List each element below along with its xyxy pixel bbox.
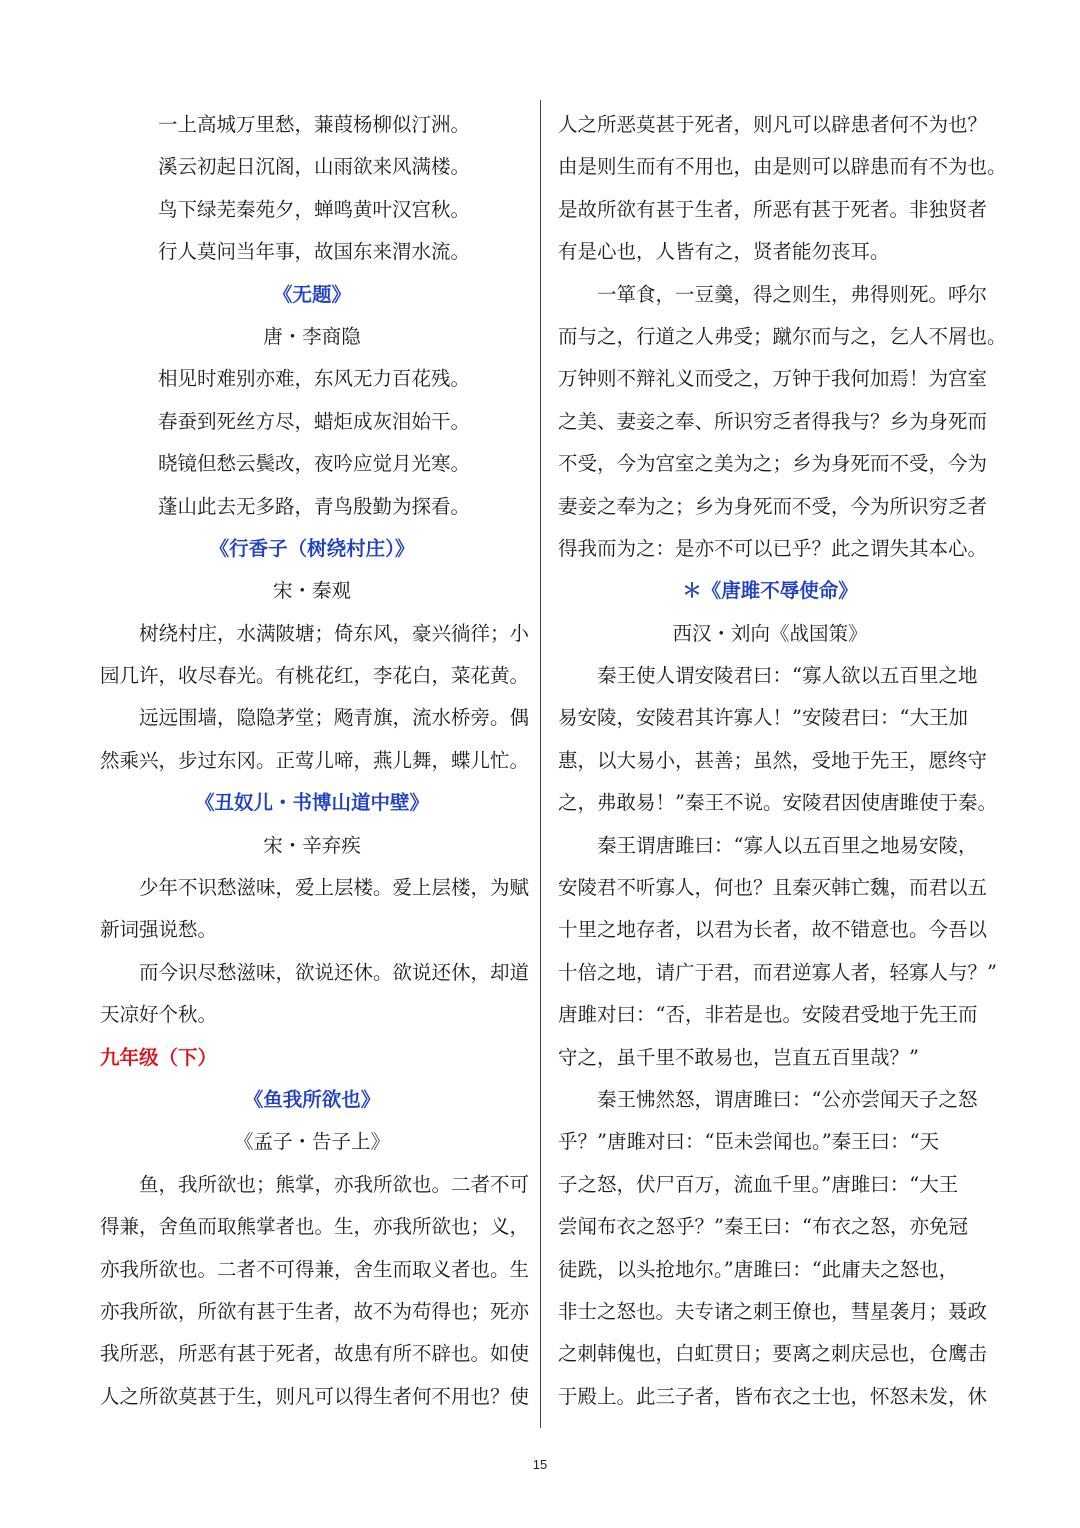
text-line: 秦王怫然怒，谓唐雎曰：“公亦尝闻天子之怒 <box>597 1087 978 1111</box>
essay-line: 得兼，舍鱼而取熊掌者也。生，亦我所欲也；义， <box>100 1215 530 1239</box>
text-title: ＊《唐雎不辱使命》 <box>682 579 858 603</box>
essay-line: 得我而为之：是亦不可以已乎？此之谓失其本心。 <box>558 536 988 560</box>
grade-heading: 九年级（下） <box>100 1045 218 1069</box>
poem-line: 春蚕到死丝方尽，蜡炬成灰泪始干。 <box>158 409 471 433</box>
text-line: 尝闻布衣之怒乎？”秦王曰：“布衣之怒，亦免冠 <box>558 1215 968 1239</box>
poem-line: 行人莫问当年事，故国东来渭水流。 <box>158 240 471 264</box>
essay-line: 万钟则不辩礼义而受之，万钟于我何加焉！为宫室 <box>558 367 988 391</box>
poem-title: 《无题》 <box>272 282 351 306</box>
text-source: 西汉・刘向《战国策》 <box>672 621 868 645</box>
poem-line: 而今识尽愁滋味，欲说还休。欲说还休，却道 <box>139 960 530 984</box>
text-line: 惠，以大易小，甚善；虽然，受地于先王，愿终守 <box>558 748 988 772</box>
left-column <box>100 104 530 1418</box>
text-line: 唐雎对曰：“否，非若是也。安陵君受地于先王而 <box>558 1003 978 1027</box>
poem-title: 《行香子（树绕村庄）》 <box>209 536 415 560</box>
poem-line: 天凉好个秋。 <box>100 1003 218 1027</box>
poem-line: 新词强说愁。 <box>100 918 218 942</box>
text-line: 易安陵，安陵君其许寡人！”安陵君曰：“大王加 <box>558 706 968 730</box>
essay-line: 一箪食，一豆羹，得之则生，弗得则死。呼尔 <box>597 282 988 306</box>
essay-line: 是故所欲有甚于生者，所恶有甚于死者。非独贤者 <box>558 197 988 221</box>
essay-source: 《孟子・告子上》 <box>233 1130 390 1154</box>
essay-line: 由是则生而有不用也，由是则可以辟患而有不为也。 <box>558 155 1007 179</box>
text-line: 十里之地存者，以君为长者，故不错意也。今吾以 <box>558 918 988 942</box>
text-line: 守之，虽千里不敢易也，岂直五百里哉？” <box>558 1045 919 1069</box>
poem-line: 远远围墙，隐隐茅堂；飏青旗，流水桥旁。偶 <box>139 706 530 730</box>
text-line: 非士之怒也。夫专诸之刺王僚也，彗星袭月；聂政 <box>558 1299 988 1323</box>
poem-author: 宋・秦观 <box>272 579 351 603</box>
poem-line: 晓镜但愁云鬓改，夜吟应觉月光寒。 <box>158 452 471 476</box>
essay-line: 有是心也，人皆有之，贤者能勿丧耳。 <box>558 240 890 264</box>
text-line: 秦王谓唐雎曰：“寡人以五百里之地易安陵， <box>597 833 978 857</box>
essay-line: 妻妾之奉为之；乡为身死而不受，今为所识穷乏者 <box>558 494 988 518</box>
text-line: 徒跣，以头抢地尔。”唐雎曰：“此庸夫之怒也， <box>558 1257 959 1281</box>
poem-line: 树绕村庄，水满陂塘；倚东风，豪兴徜徉；小 <box>139 621 530 645</box>
essay-line: 人之所恶莫甚于死者，则凡可以辟患者何不为也？ <box>558 113 988 136</box>
poem-line: 溪云初起日沉阁，山雨欲来风满楼。 <box>158 155 471 179</box>
essay-title: 《鱼我所欲也》 <box>243 1087 381 1111</box>
essay-line: 亦我所欲也。二者不可得兼，舍生而取义者也。生 <box>100 1257 530 1281</box>
page-number: 15 <box>532 1457 548 1472</box>
text-line: 乎？”唐雎对曰：“臣未尝闻也。”秦王曰：“天 <box>558 1130 940 1154</box>
poem-author: 宋・辛弃疾 <box>263 833 361 857</box>
poem-author: 唐・李商隐 <box>263 324 361 348</box>
text-line: 安陵君不听寡人，何也？且秦灭韩亡魏，而君以五 <box>558 876 988 900</box>
essay-line: 而与之，行道之人弗受；蹴尔而与之，乞人不屑也。 <box>558 324 1007 348</box>
essay-line: 鱼，我所欲也；熊掌，亦我所欲也。二者不可 <box>139 1172 530 1196</box>
column-divider <box>540 100 541 1428</box>
essay-line: 亦我所欲，所欲有甚于生者，故不为苟得也；死亦 <box>100 1299 530 1323</box>
text-line: 之刺韩傀也，白虹贯日；要离之刺庆忌也，仓鹰击 <box>558 1342 988 1366</box>
text-line: 之，弗敢易！”秦王不说。安陵君因使唐雎使于秦。 <box>558 791 997 815</box>
poem-line: 鸟下绿芜秦苑夕，蝉鸣黄叶汉宫秋。 <box>158 197 471 221</box>
text-line: 子之怒，伏尸百万，流血千里。”唐雎曰：“大王 <box>558 1172 959 1196</box>
essay-line: 之美、妻妾之奉、所识穷乏者得我与？乡为身死而 <box>558 409 988 433</box>
poem-line: 一上高城万里愁，蒹葭杨柳似汀洲。 <box>158 113 471 136</box>
text-line: 秦王使人谓安陵君曰：“寡人欲以五百里之地 <box>597 664 978 688</box>
poem-line: 相见时难别亦难，东风无力百花残。 <box>158 367 471 391</box>
essay-line: 不受，今为宫室之美为之；乡为身死而不受，今为 <box>558 452 988 476</box>
poem-line: 园几许，收尽春光。有桃花红，李花白，菜花黄。 <box>100 664 530 688</box>
poem-line: 然乘兴，步过东冈。正莺儿啼，燕儿舞，蝶儿忙。 <box>100 748 530 772</box>
poem-line: 蓬山此去无多路，青鸟殷勤为探看。 <box>158 494 471 518</box>
poem-line: 少年不识愁滋味，爱上层楼。爱上层楼，为赋 <box>139 876 530 900</box>
poem-title: 《丑奴儿・书博山道中壁》 <box>194 791 429 815</box>
essay-line: 人之所欲莫甚于生，则凡可以得生者何不用也？使 <box>100 1384 530 1408</box>
text-line: 于殿上。此三子者，皆布衣之士也，怀怒未发，休 <box>558 1384 988 1408</box>
right-column <box>558 104 1007 1418</box>
text-line: 十倍之地，请广于君，而君逆寡人者，轻寡人与？” <box>558 960 997 984</box>
essay-line: 我所恶，所恶有甚于死者，故患有所不辟也。如使 <box>100 1342 530 1366</box>
